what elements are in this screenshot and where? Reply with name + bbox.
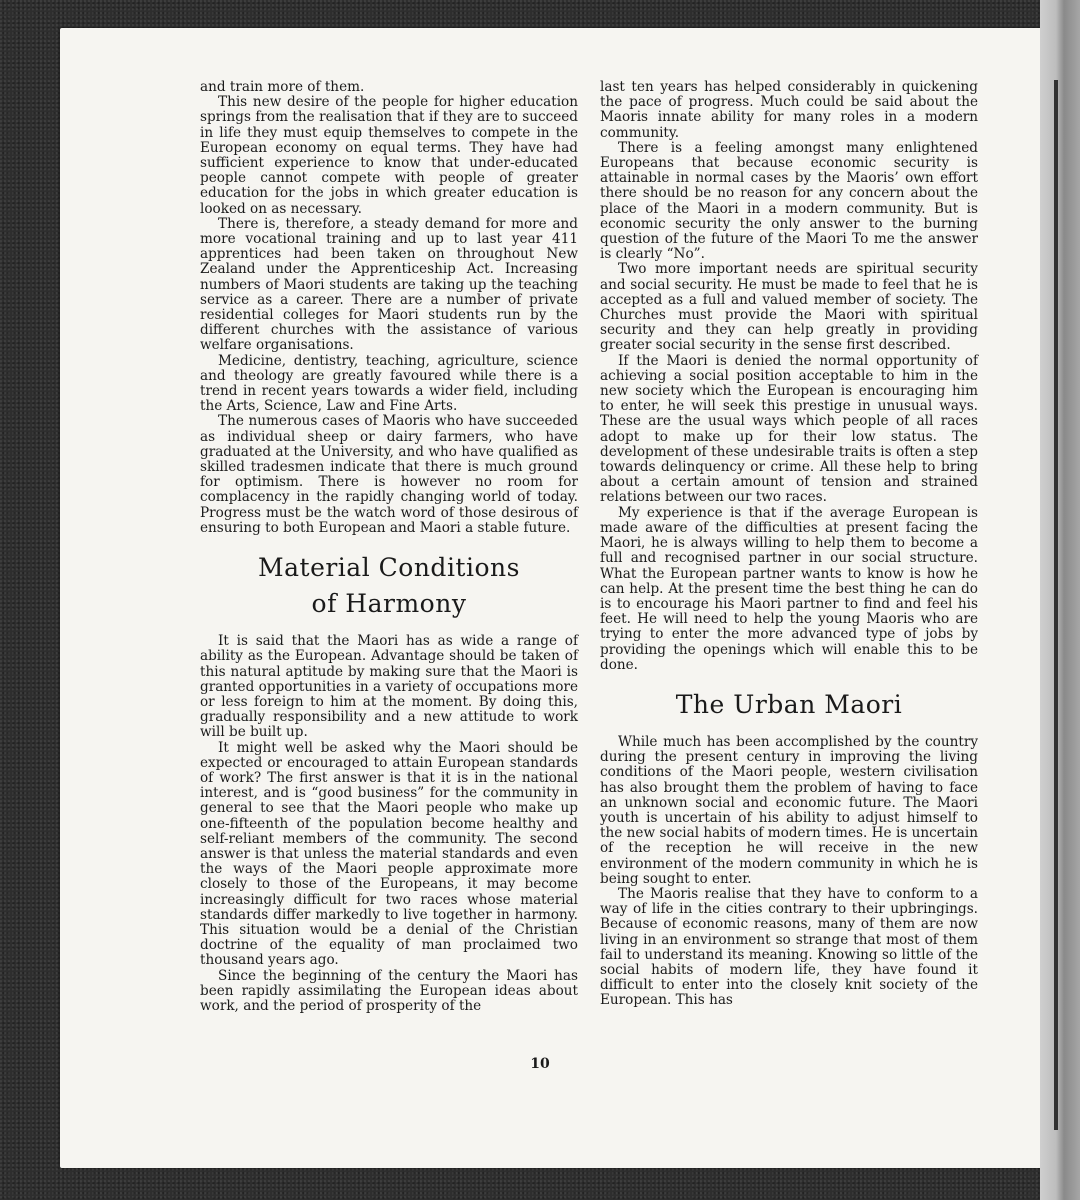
right-column	[600, 80, 978, 1009]
paragraph: The numerous cases of Maoris who have succeeded as individual sheep or dairy farmers, who have graduated at the University, and who have qualified as skilled tradesmen indicate that there is much ground for optimism. There is however no room for complacency in the rapidly changing world of today. Progress must be the watch word of those desirous of ensuring to both European and Maori a stable future.	[200, 413, 578, 536]
section-heading-material-conditions	[200, 550, 578, 622]
paragraph: and train more of them.	[200, 79, 365, 95]
paragraph: There is, therefore, a steady demand for more and more vocational training and up to last year 411 apprentices had been taken on throughout New Zealand under the Apprenticeship Act. Increasing numbers of Maori students are taking up the teaching service as a career. There are a number of private residential colleges for Maori students run by the different churches with the assistance of various welfare organisations.	[200, 215, 578, 354]
paragraph: This new desire of the people for higher education springs from the realisation that if they are to succeed in life they must equip themselves to compete in the European economy on equal terms. They have had sufficient experience to know that under-educated people cannot compete with people of greater education for the jobs in which greater education is looked on as necessary.	[200, 94, 578, 217]
paragraph: If the Maori is denied the normal opportunity of achieving a social position acceptable to him in the new society which the European is encouraging him to enter, he will seek this prestige in unusual ways. These are the usual ways which people of all races adopt to make up for their low status. The development of these undesirable traits is often a step towards delinquency or crime. All these help to bring about a certain amount of tension and strained relations between our two races.	[600, 352, 978, 506]
section-heading-urban-maori	[600, 687, 978, 723]
paragraph: Since the beginning of the century the Maori has been rapidly assimilating the European ideas about work, and the period of prosperity of the	[200, 967, 578, 1014]
paragraph: Medicine, dentistry, teaching, agriculture, science and theology are greatly favoured while there is a trend in recent years towards a wider field, including the Arts, Science, Law and Fine Arts.	[200, 352, 578, 415]
heading-line: of Harmony	[311, 589, 467, 619]
paragraph: It might well be asked why the Maori should be expected or encouraged to attain European standards of work? The first answer is that it is in the national interest, and is “good business” for the community in general to see that the Maori people who make up one-fifteenth of the population become healthy and self-reliant members of the community. The second answer is that unless the material standards and even the ways of the Maori people approximate more closely to those of the Europeans, it may become increasingly difficult for two races whose material standards differ markedly to live together in harmony. This situation would be a denial of the Christian doctrine of the equality of man proclaimed two thousand years ago.	[200, 739, 578, 969]
paragraph: The Maoris realise that they have to conform to a way of life in the cities contrary to their upbringings. Because of economic reasons, many of them are now living in an environment so strange that most of them fail to understand its meaning. Knowing so little of the social habits of modern life, they have found it difficult to enter into the closely knit society of the European. This has	[600, 885, 978, 1009]
paragraph: last ten years has helped considerably in quickening the pace of progress. Much could be said about the Maoris innate ability for many roles in a modern community.	[600, 79, 978, 141]
binder-edge	[1040, 0, 1080, 1200]
paragraph: It is said that the Maori has as wide a range of ability as the European. Advantage should be taken of this natural aptitude by making sure that the Maori is granted opportunities in a variety of occupations more or less foreign to him at the moment. By doing this, gradually responsibility and a new attitude to work will be built up.	[200, 633, 578, 741]
heading-line: The Urban Maori	[675, 689, 903, 719]
paragraph: There is a feeling amongst many enlightened Europeans that because economic security is attainable in normal cases by the Maoris’ own effort there should be no reason for any concern about the place of the Maori in a modern community. But is economic security the only answer to the burning question of the future of the Maori To me the answer is clearly “No”.	[600, 139, 978, 263]
binder-spine	[1054, 80, 1058, 1130]
page-number: 10	[530, 1056, 550, 1072]
left-column	[200, 80, 578, 1014]
paragraph: While much has been accomplished by the country during the present century in improving the living conditions of the Maori people, western civilisation has also brought them the problem of having to face an unknown social and economic future. The Maori youth is uncertain of his ability to adjust himself to the new social habits of modern times. He is uncertain of the reception he will receive in the new environment of the modern community in which he is being sought to enter.	[600, 733, 978, 887]
paragraph: My experience is that if the average European is made aware of the difficulties at present facing the Maori, he is always willing to help them to become a full and recognised partner in our social structure. What the European partner wants to know is how he can help. At the present time the best thing he can do is to encourage his Maori partner to find and feel his feet. He will need to help the young Maoris who are trying to enter the more advanced type of jobs by providing the openings which will enable this to be done.	[600, 504, 978, 673]
paragraph: Two more important needs are spiritual security and social security. He must be made to feel that he is accepted as a full and valued member of society. The Churches must provide the Maori with spiritual security and they can help greatly in providing greater social security in the sense first described.	[600, 261, 978, 354]
heading-line: Material Conditions	[258, 553, 520, 583]
